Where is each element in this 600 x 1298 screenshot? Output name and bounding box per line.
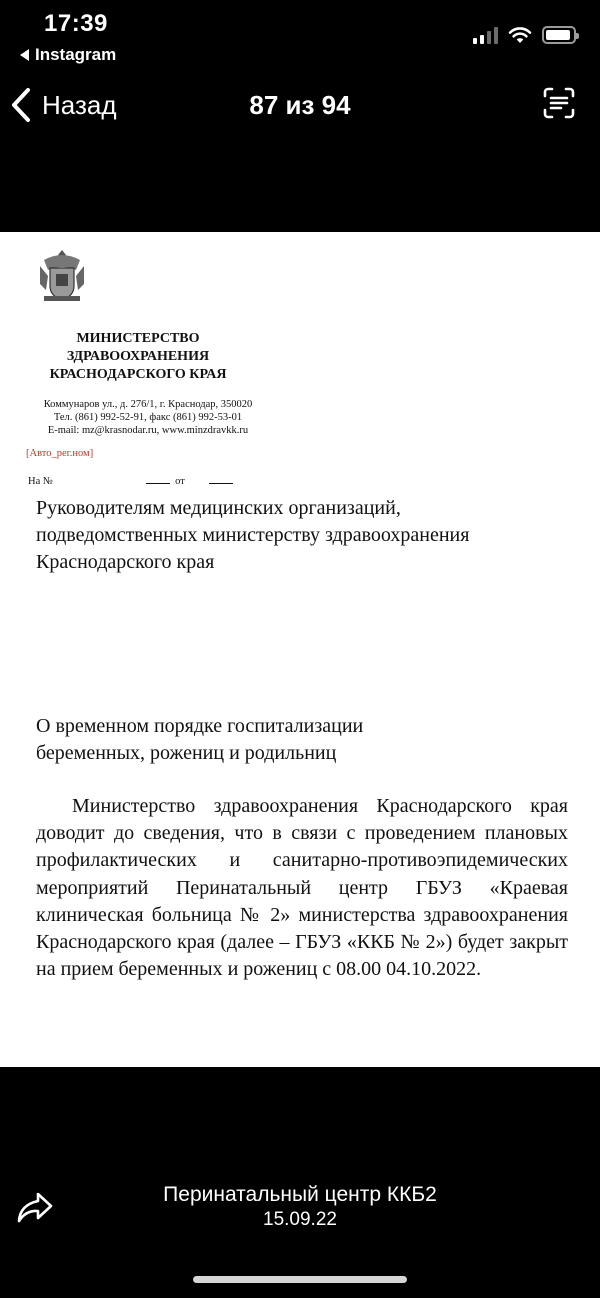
reference-line: [28, 476, 236, 487]
media-caption: [0, 1183, 600, 1231]
ministry-line-2: ЗДРАВООХРАНЕНИЯ: [66, 349, 210, 364]
ministry-contacts: [24, 398, 272, 437]
letter-subject: [36, 713, 456, 767]
caption-title: Перинатальный центр ККБ2: [163, 1183, 437, 1206]
back-app-label: Instagram: [35, 45, 117, 64]
back-triangle-icon: [20, 49, 29, 61]
ministry-line-3: КРАСНОДАРСКОГО КРАЯ: [49, 367, 227, 382]
battery-icon: [542, 26, 576, 44]
back-button[interactable]: [10, 86, 117, 124]
contact-email: E-mail: mz@krasnodar.ru, www.minzdravkk.ru: [47, 425, 249, 436]
ministry-header: [22, 330, 254, 384]
live-text-scan-button[interactable]: [542, 86, 576, 125]
caption-date: 15.09.22: [263, 1209, 337, 1230]
chevron-left-icon: [10, 86, 32, 124]
reference-from: от: [175, 476, 185, 487]
cellular-signal-icon: [473, 26, 498, 44]
coat-of-arms-icon: [36, 246, 88, 304]
subject-line-1: О временном порядке госпитализации: [36, 715, 364, 737]
home-indicator[interactable]: [193, 1276, 407, 1283]
back-to-app-link[interactable]: [20, 45, 116, 65]
subject-line-2: беременных, рожениц и родильниц: [36, 742, 337, 764]
contact-address: Коммунаров ул., д. 276/1, г. Краснодар, 350020: [43, 399, 253, 410]
status-time: 17:39: [44, 10, 108, 37]
back-button-label: Назад: [42, 89, 117, 120]
recipient-block: Руководителям медицинских организаций, подведомственных министерству здравоохранения Краснодарского края: [36, 497, 470, 573]
letter-body: Министерство здравоохранения Краснодарского края доводит до сведения, что в связи с проведением плановых профилактических и санитарно-противоэпидемических мероприятий Перинатальный центр ГБУЗ «Краевая клиническая больница № 2» министерства здравоохранения Краснодарского края (далее – ГБУЗ «ККБ № 2») будет закрыт на прием беременных и рожениц с 08.00 04.10.2022.: [36, 795, 568, 981]
registration-number-tag: [Авто_рег.ном]: [26, 448, 94, 459]
contact-phone: Тел. (861) 992-52-91, факс (861) 992-53-01: [53, 412, 243, 423]
ministry-line-1: МИНИСТЕРСТВО: [76, 331, 200, 346]
photo-counter-title: 87 из 94: [249, 90, 351, 120]
wifi-icon: [508, 26, 532, 44]
live-text-scan-icon: [542, 86, 576, 120]
status-indicators: [473, 26, 576, 44]
document-photo: [0, 232, 600, 1067]
reference-prefix: На №: [28, 476, 53, 487]
status-bar: [0, 0, 600, 72]
nav-bar: [0, 80, 600, 132]
